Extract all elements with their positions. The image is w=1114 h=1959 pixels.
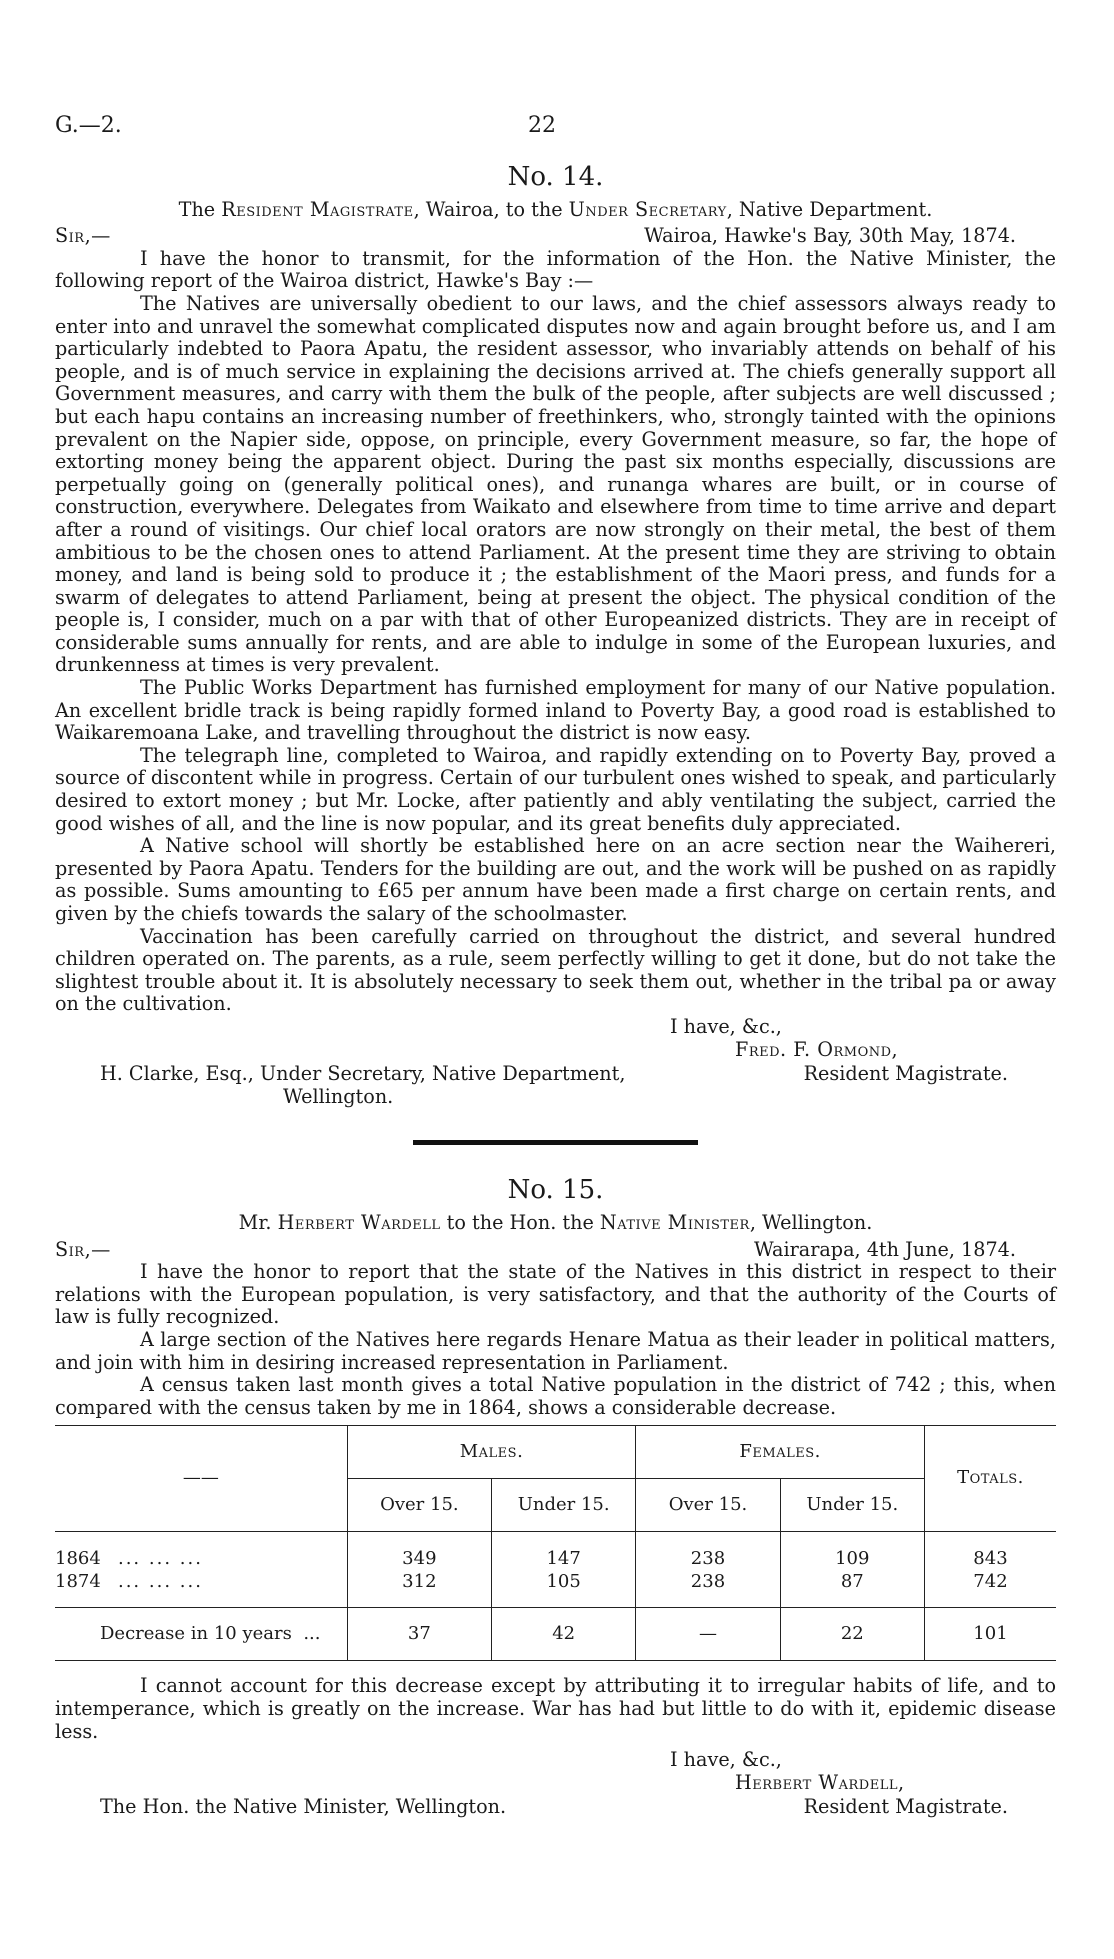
dot-leader: ... ... ... [117, 1548, 203, 1570]
year-label: 1874 [55, 1570, 101, 1592]
males-header: Males. [347, 1426, 636, 1479]
addressee: The Hon. the Native Minister, Wellington. [100, 1795, 507, 1819]
females-over-header: Over 15. [636, 1479, 780, 1532]
females-under-header: Under 15. [780, 1479, 924, 1532]
closing-block [55, 1016, 1056, 1061]
page-header [55, 110, 1056, 150]
closing: I have, &c., [670, 1014, 782, 1038]
table-cell: 312 [347, 1571, 491, 1608]
table-cell: 22 [780, 1608, 924, 1661]
section-divider [413, 1140, 698, 1145]
heading-text: to the Hon. the [440, 1210, 600, 1234]
letter-no-14 [55, 162, 1056, 1108]
dot-leader: ... ... ... [117, 1570, 203, 1592]
heading-to: Under Secretary [568, 197, 727, 221]
table-cell: 42 [492, 1608, 636, 1661]
paragraph: The Natives are universally obedient to our laws, and the chief assessors always ready to enter into and unravel the somewhat complicated disputes now and again brought before us, and I am particularly indebted to Paora Apatu, the resident assessor, who invariably attends on behalf of his people, and is of much service in explaining the decisions arrived at. The chiefs generally support all Government measures, and carry with them the bulk of the people, after subjects are well discussed ; but each hapu contains an increasing number of freethinkers, who, strongly tainted with the opinions prevalent on the Napier side, oppose, on principle, every Government measure, so far, the hope of extorting money being the apparent object. During the past six months especially, discussions are perpetually going on (generally political ones), and runanga whares are built, or in course of construction, everywhere. Delegates from Waikato and elsewhere from time to time arrive and depart after a round of visitings. Our chief local orators are now strongly on their metal, the best of them ambitious to be the chosen ones to attend Parliament. At the present time they are striving to obtain money, and land is being sold to produce it ; the establishment of the Maori press, and funds for a swarm of delegates to attend Parliament, being at present the object. The physical condition of the people is, I consider, much on a par with that of other Europeanized districts. They are in receipt of considerable sums annually for rents, and are able to indulge in some of the European luxuries, and drunkenness at times is very prevalent. [55, 291, 1056, 677]
decrease-text: Decrease in 10 years [100, 1623, 292, 1645]
page-number: 22 [528, 113, 556, 138]
table-corner: —— [182, 1467, 219, 1489]
table-cell: 147 [492, 1532, 636, 1571]
table-cell: 37 [347, 1608, 491, 1661]
letter-number: No. 14. [507, 162, 604, 192]
females-header: Females. [636, 1426, 925, 1479]
table-cell: 238 [636, 1532, 780, 1571]
salutation: Sir,— [55, 224, 111, 248]
addressee-line: Wellington. [283, 1084, 394, 1108]
signatory-title: Resident Magistrate. [803, 1795, 1008, 1819]
paragraph: I have the honor to report that the state of the Natives in this district in respect to their relations with the European population, is very satisfactory, and that the authority of the Courts of law is fully recognized. [55, 1260, 1056, 1329]
heading-text: , Native Department. [726, 197, 933, 221]
paragraph: I have the honor to transmit, for the information of the Hon. the Native Minister, the following report of the Wairoa district, Hawke's Bay :— [55, 246, 1056, 293]
dot-leader: ... [303, 1623, 321, 1645]
place-date: Wairarapa, 4th June, 1874. [753, 1237, 1016, 1261]
paragraph: Vaccination has been carefully carried on throughout the district, and several hundred children operated on. The parents, as a rule, seem perfectly willing to get it done, but do not take the slightest trouble about it. It is absolutely necessary to seek them out, whether in the tribal pa or away on the cultivation. [55, 924, 1056, 1016]
paragraph: A Native school will shortly be established here on an acre section near the Waihereri, presented by Paora Apatu. Tenders for the building are out, and the work will be pushed on as rapidly as possible. Sums amounting to £65 per annum have been made a first charge on certain rents, and given by the chiefs towards the salary of the schoolmaster. [55, 834, 1056, 925]
heading-text: Mr. [238, 1210, 278, 1234]
signatory-title: Resident Magistrate. [803, 1062, 1008, 1086]
year-label: 1864 [55, 1548, 101, 1570]
heading-text: , Wellington. [749, 1210, 873, 1234]
closing: I have, &c., [670, 1748, 782, 1772]
table-cell: 87 [780, 1571, 924, 1608]
table-cell: 109 [780, 1532, 924, 1571]
males-over-header: Over 15. [347, 1479, 491, 1532]
place-date: Wairoa, Hawke's Bay, 30th May, 1874. [644, 224, 1016, 248]
table-cell: 238 [636, 1571, 780, 1608]
table-cell: — [636, 1608, 780, 1661]
table-cell: 105 [492, 1571, 636, 1608]
signatory: Herbert Wardell, [735, 1770, 905, 1794]
salutation-row [55, 1239, 1056, 1262]
address-row [55, 1063, 1056, 1108]
table-cell: 101 [924, 1608, 1056, 1661]
decrease-label [55, 1608, 347, 1661]
paragraph: A census taken last month gives a total Native population in the district of 742 ; this, when compared with the census taken by me in 1864, shows a considerable decrease. [55, 1373, 1056, 1419]
addressee [55, 1063, 625, 1108]
census-table [55, 1425, 1056, 1661]
signatory: Fred. F. Ormond, [735, 1037, 899, 1061]
table-cell: 843 [924, 1532, 1056, 1571]
letter-heading [55, 199, 1056, 222]
salutation-row [55, 225, 1056, 248]
heading-to: Native Minister [599, 1210, 750, 1234]
heading-text: , Wairoa, to the [413, 197, 569, 221]
paragraph: The telegraph line, completed to Wairoa, and rapidly extending on to Poverty Bay, proved a source of discontent while in progress. Certain of our turbulent ones wished to speak, and particularly desired to extort money ; but Mr. Locke, after patiently and ably ventilating the subject, carried the good wishes of all, and the line is now popular, and its great benefits duly appreciated. [55, 743, 1056, 835]
addressee-line: H. Clarke, Esq., Under Secretary, Native Department, [100, 1062, 626, 1086]
row-label [55, 1532, 347, 1571]
salutation: Sir,— [55, 1237, 111, 1261]
closing-block [55, 1749, 1056, 1794]
letter-number: No. 15. [507, 1175, 604, 1206]
table-cell: 349 [347, 1532, 491, 1571]
letter-heading [55, 1212, 1056, 1235]
heading-from: Resident Magistrate [221, 197, 414, 221]
males-under-header: Under 15. [492, 1479, 636, 1532]
paragraph: A large section of the Natives here regards Henare Matua as their leader in political matters, and join with him in desiring increased representation in Parliament. [55, 1327, 1056, 1374]
paragraph: The Public Works Department has furnished employment for many of our Native population. An excellent bridle track is being rapidly formed inland to Poverty Bay, a good road is established to Waikaremoana Lake, and travelling throughout the district is now easy. [55, 676, 1056, 745]
heading-text: The [178, 197, 222, 221]
paragraph: I cannot account for this decrease except by attributing it to irregular habits of life, and to intemperance, which is greatly on the increase. War has had but little to do with it, epidemic disease less. [55, 1674, 1056, 1743]
letter-no-15 [55, 1175, 1056, 1819]
address-row [55, 1796, 1056, 1819]
document-code: G.—2. [55, 113, 122, 138]
table-cell: 742 [924, 1571, 1056, 1608]
row-label [55, 1571, 347, 1608]
heading-from: Herbert Wardell [277, 1210, 441, 1234]
totals-header: Totals. [924, 1426, 1056, 1532]
